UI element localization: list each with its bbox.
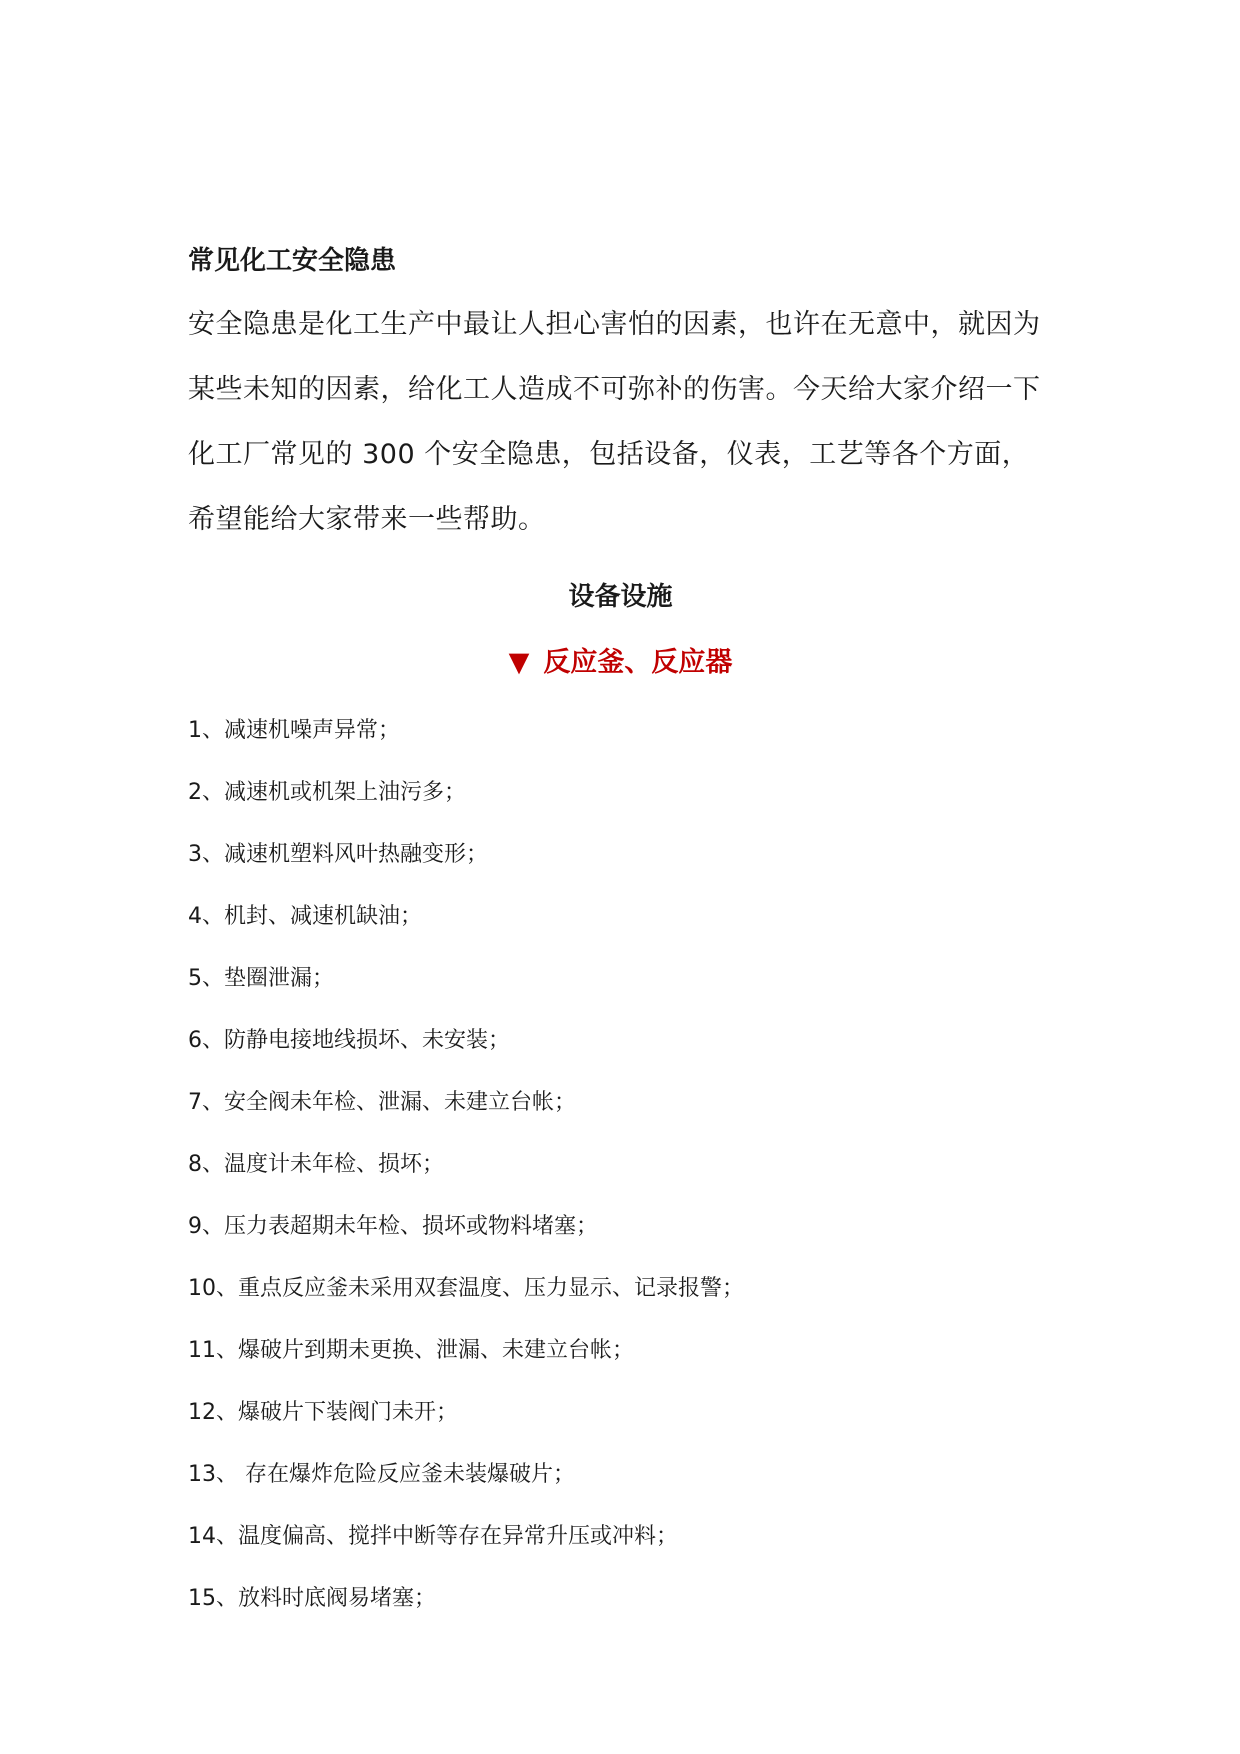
subsection-title	[188, 638, 1053, 688]
list-item: 7、安全阀未年检、泄漏、未建立台帐；	[188, 1090, 576, 1115]
list-item: 8、温度计未年检、损坏；	[188, 1152, 444, 1177]
document-page	[188, 236, 1048, 1630]
list-item: 15、放料时底阀易堵塞；	[188, 1586, 436, 1611]
list-item: 1、减速机噪声异常；	[188, 718, 400, 743]
list-item: 11、爆破片到期未更换、泄漏、未建立台帐；	[188, 1338, 634, 1363]
intro-paragraph: 安全隐患是化工生产中最让人担心害怕的因素，也许在无意中，就因为某些未知的因素，给化工人造成不可弥补的伤害。今天给大家介绍一下化工厂常见的 300 个安全隐患，包括设备，仪表，工艺等各个方面，希望能给大家带来一些帮助。	[188, 309, 1041, 535]
page-title: 常见化工安全隐患	[188, 246, 397, 276]
list-item: 5、垫圈泄漏；	[188, 966, 334, 991]
list-item: 14、温度偏高、搅拌中断等存在异常升压或冲料；	[188, 1524, 678, 1549]
list-item: 13、 存在爆炸危险反应釜未装爆破片；	[188, 1462, 575, 1487]
section-title: 设备设施	[568, 582, 673, 612]
list-item: 10、重点反应釜未采用双套温度、压力显示、记录报警；	[188, 1276, 744, 1301]
list-item: 9、压力表超期未年检、损坏或物料堵塞；	[188, 1214, 598, 1239]
list-item: 6、防静电接地线损坏、未安装；	[188, 1028, 510, 1053]
subsection-label: 反应釜、反应器	[543, 647, 733, 678]
list-item: 12、爆破片下装阀门未开；	[188, 1400, 458, 1425]
list-item: 3、减速机塑料风叶热融变形；	[188, 842, 488, 867]
list-item: 2、减速机或机架上油污多；	[188, 780, 466, 805]
hazard-list	[188, 700, 1048, 1630]
triangle-down-icon: ▼	[508, 647, 530, 678]
list-item: 4、机封、减速机缺油；	[188, 904, 422, 929]
